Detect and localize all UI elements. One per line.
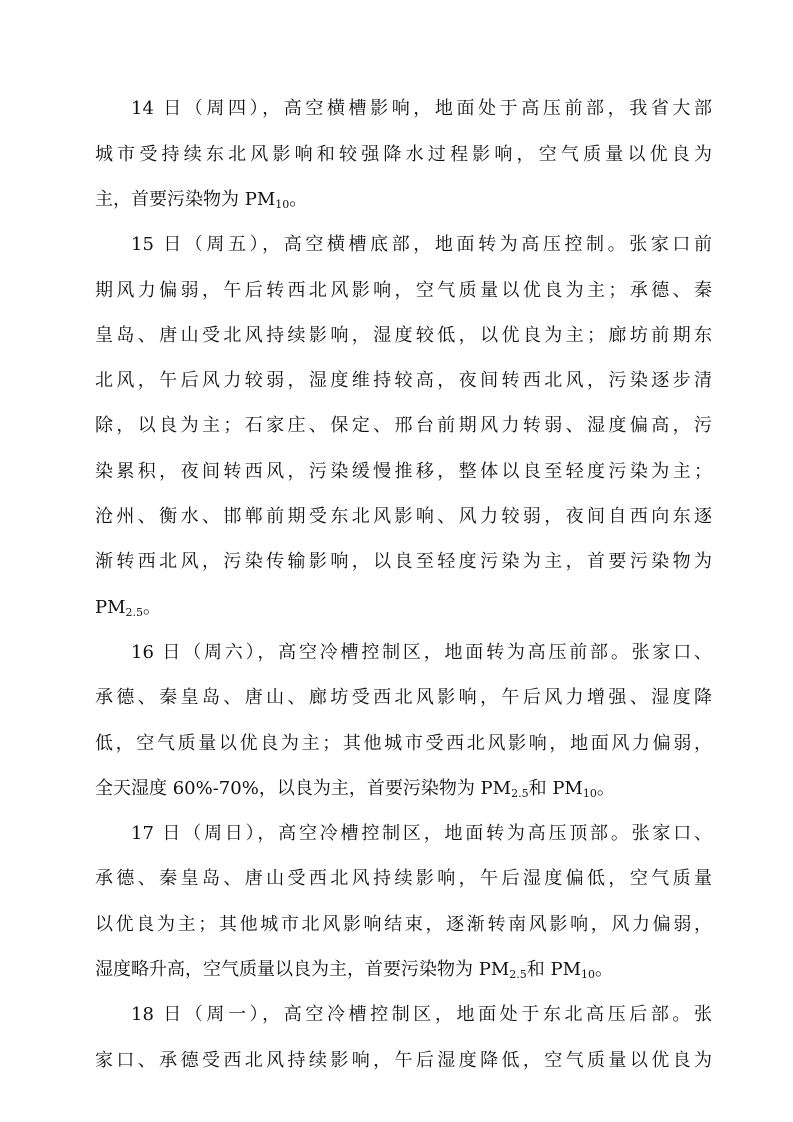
subscript: 10 bbox=[581, 968, 596, 981]
text-line: 期风力偏弱，午后转西北风影响，空气质量以优良为主；承德、秦 bbox=[95, 280, 712, 301]
text-line: 除，以良为主；石家庄、保定、邢台前期风力转弱、湿度偏高，污 bbox=[95, 415, 712, 436]
text-segment: 。 bbox=[143, 597, 162, 618]
text-segment: 全天湿度 60%-70%，以良为主，首要污染物为 PM bbox=[95, 778, 512, 799]
text-line: 染累积，夜间转西风，污染缓慢推移，整体以良至轻度污染为主； bbox=[95, 461, 712, 482]
subscript: 2.5 bbox=[125, 606, 144, 619]
subscript: 2.5 bbox=[511, 787, 529, 800]
text-line: 18 日（周一），高空冷槽控制区，地面处于东北高压后部。张 bbox=[131, 1004, 712, 1025]
text-line: 17 日（周日），高空冷槽控制区，地面转为高压顶部。张家口、 bbox=[131, 823, 712, 844]
text-line: 家口、承德受西北风持续影响，午后湿度降低，空气质量以优良为 bbox=[95, 1050, 712, 1071]
text-segment: 。 bbox=[596, 778, 615, 799]
text-segment: 。 bbox=[289, 189, 308, 210]
subscript: 10 bbox=[275, 198, 290, 211]
text-segment: 和 PM bbox=[528, 778, 583, 799]
text-line: 沧州、衡水、邯郸前期受东北风影响、风力较弱，夜间自西向东逐 bbox=[95, 506, 712, 527]
text-line: 以优良为主；其他城市北风影响结束，逐渐转南风影响，风力偏弱， bbox=[95, 914, 712, 935]
text-line: 渐转西北风，污染传输影响，以良至轻度污染为主，首要污染物为 bbox=[95, 551, 712, 572]
text-segment: 主，首要污染物为 PM bbox=[95, 189, 276, 210]
text-segment: PM bbox=[95, 597, 126, 618]
subscript: 2.5 bbox=[509, 968, 527, 981]
text-line: 北风，午后风力较弱，湿度维持较高，夜间转西北风，污染逐步清 bbox=[95, 370, 712, 391]
subscript: 10 bbox=[582, 787, 597, 800]
text-line: 承德、秦皇岛、唐山受西北风持续影响，午后湿度偏低，空气质量 bbox=[95, 868, 712, 889]
text-line: 城市受持续东北风影响和较强降水过程影响，空气质量以优良为 bbox=[95, 144, 712, 165]
text-line: 承德、秦皇岛、唐山、廊坊受西北风影响，午后风力增强、湿度降 bbox=[95, 687, 712, 708]
text-line: 15 日（周五），高空横槽底部，地面转为高压控制。张家口前 bbox=[131, 234, 712, 255]
text-segment: 和 PM bbox=[526, 959, 582, 980]
text-line: 低，空气质量以优良为主；其他城市受西北风影响，地面风力偏弱， bbox=[95, 733, 712, 754]
text-segment: 。 bbox=[595, 959, 614, 980]
text-line: 14 日（周四），高空横槽影响，地面处于高压前部，我省大部 bbox=[131, 98, 712, 119]
text-segment: 湿度略升高，空气质量以良为主，首要污染物为 PM bbox=[95, 959, 510, 980]
text-line: 16 日（周六），高空冷槽控制区，地面转为高压前部。张家口、 bbox=[131, 642, 712, 663]
text-line: 皇岛、唐山受北风持续影响，湿度较低，以优良为主；廊坊前期东 bbox=[95, 325, 712, 346]
